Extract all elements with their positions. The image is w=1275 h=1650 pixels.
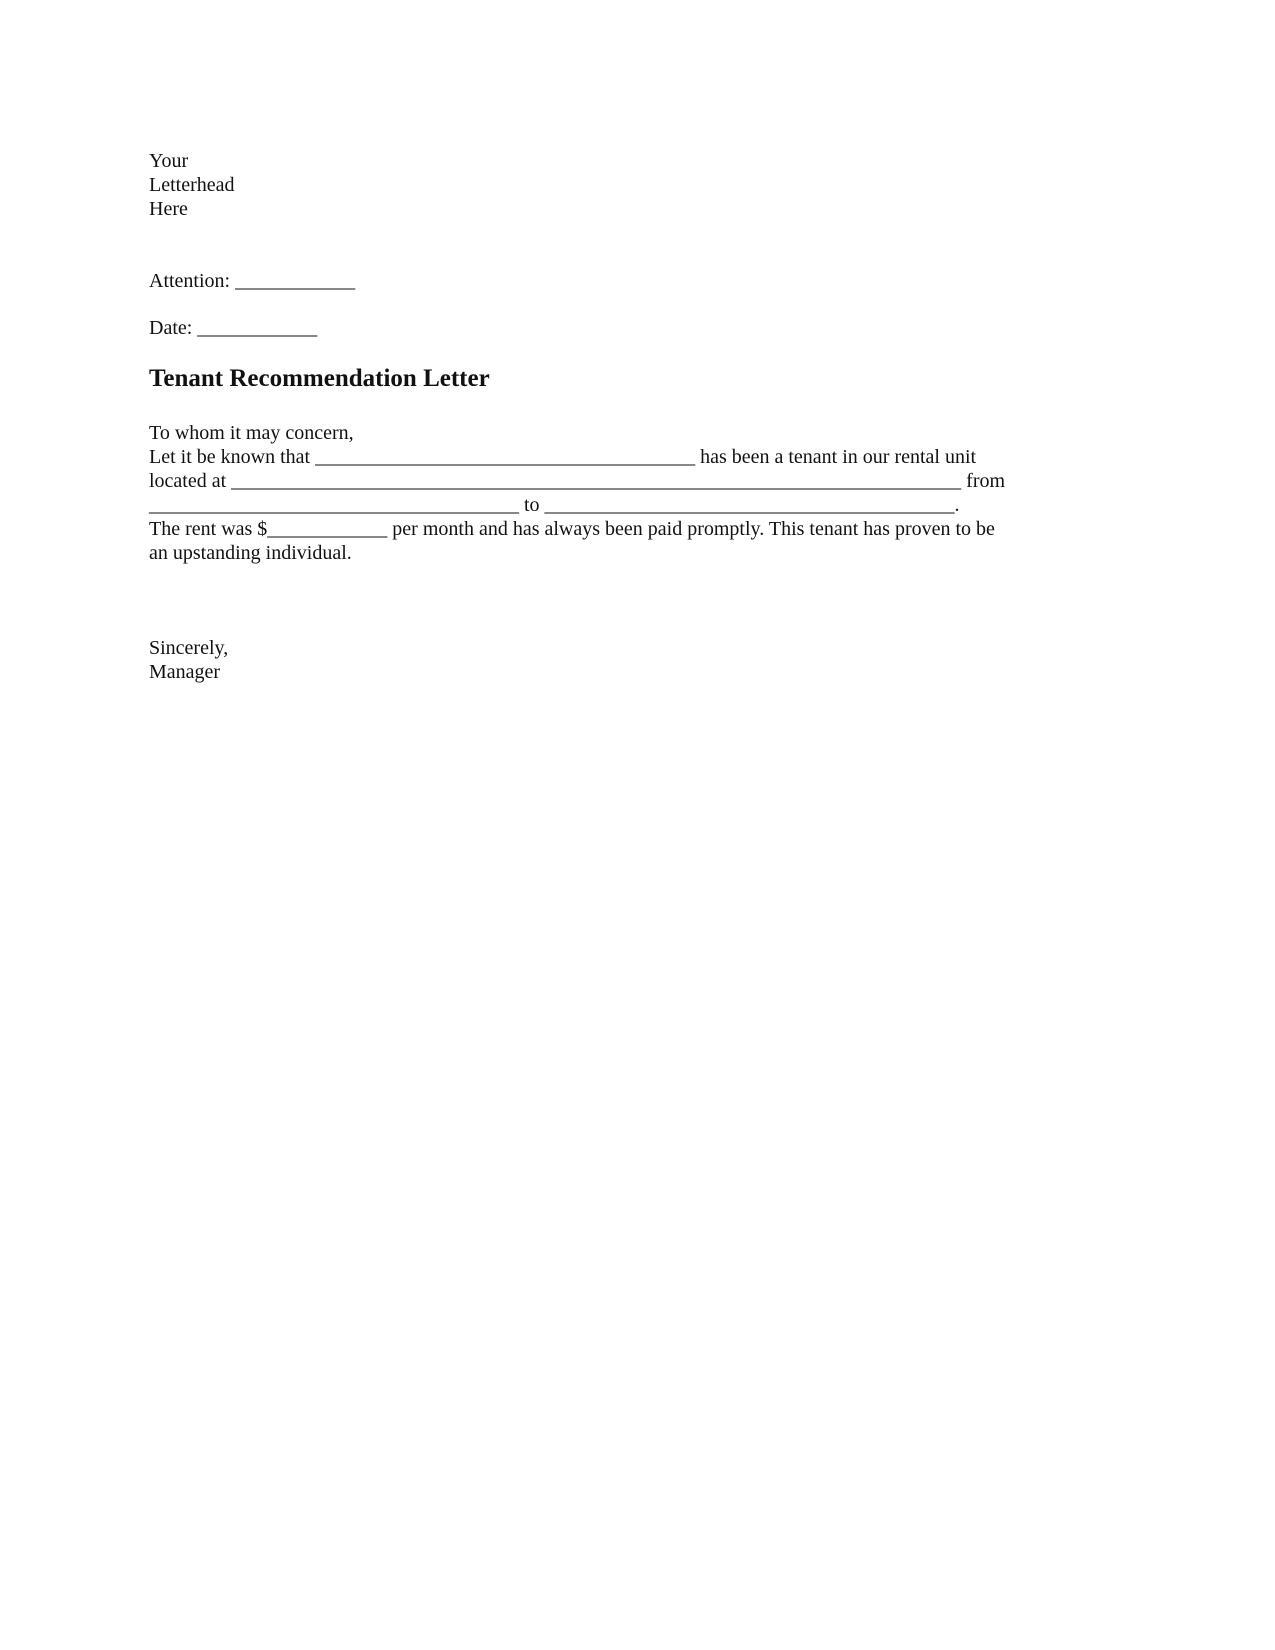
body-line-3: _____________________________________ to _________________________________________. bbox=[149, 494, 960, 516]
body-line-2: located at _________________________________________________________________________ from bbox=[149, 470, 1006, 492]
body-line-4: The rent was $____________ per month and has always been paid promptly. This tenant has proven to be bbox=[149, 518, 995, 540]
signer: Manager bbox=[149, 661, 221, 683]
attention-field: Attention: ____________ bbox=[149, 270, 356, 292]
letterhead-line-3: Here bbox=[149, 198, 188, 220]
letterhead-line-2: Letterhead bbox=[149, 174, 235, 196]
letter-title: Tenant Recommendation Letter bbox=[149, 365, 490, 392]
sign-off: Sincerely, bbox=[149, 637, 229, 659]
body-line-5: an upstanding individual. bbox=[149, 542, 352, 564]
body-line-1: Let it be known that ______________________________________ has been a tenant in our rental unit bbox=[149, 446, 977, 468]
salutation: To whom it may concern, bbox=[149, 422, 354, 444]
letterhead-line-1: Your bbox=[149, 150, 189, 172]
date-field: Date: ____________ bbox=[149, 317, 318, 339]
